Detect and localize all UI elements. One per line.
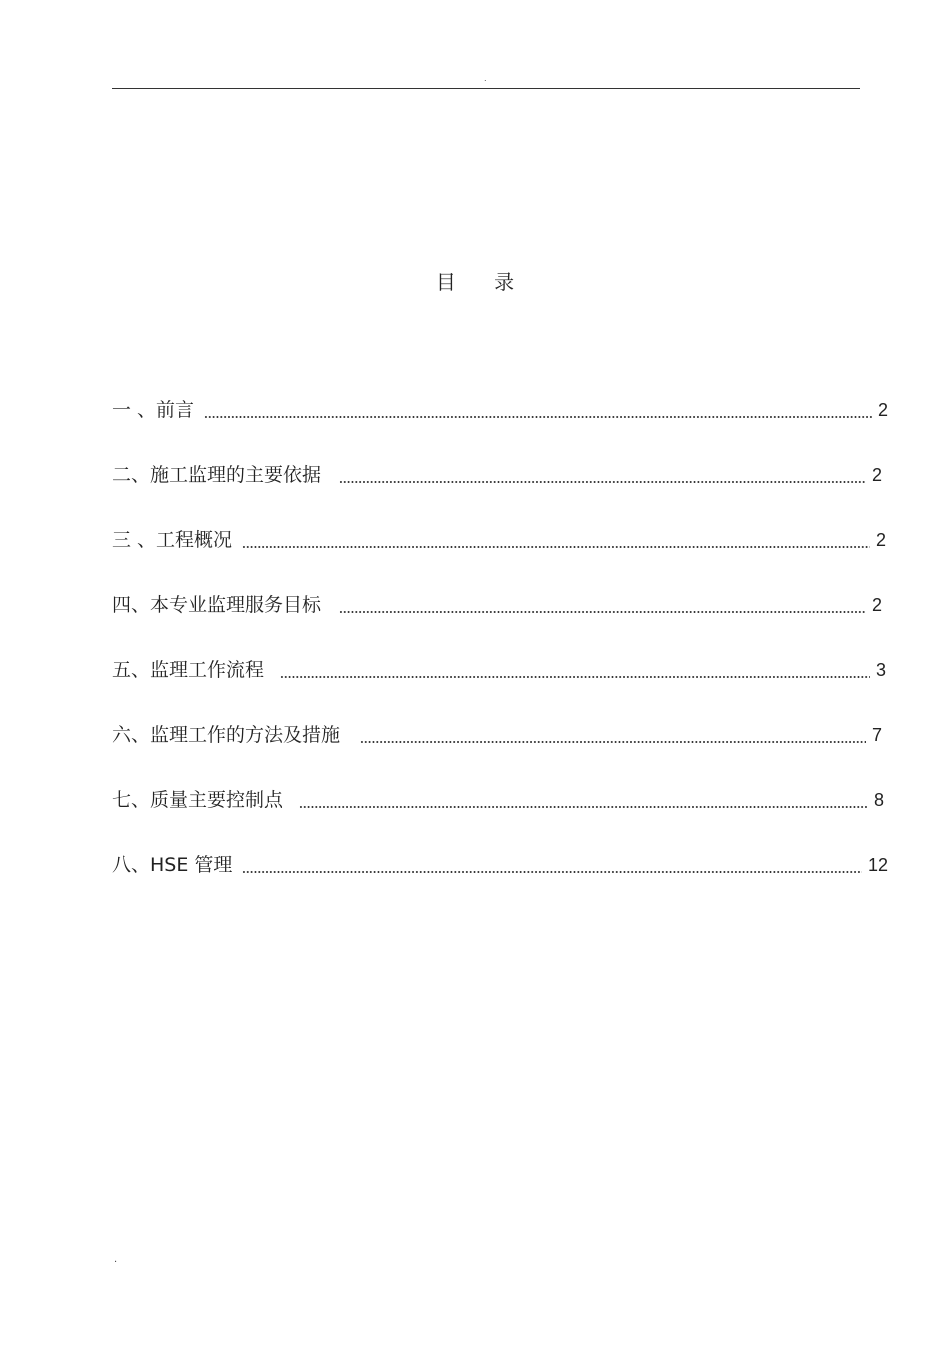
toc-page-number: 2 xyxy=(875,530,886,550)
toc-entry-label: 一 、前言 xyxy=(112,399,195,421)
toc-page-number: 2 xyxy=(871,465,882,485)
toc-dot-leader xyxy=(339,593,866,617)
toc-title: 目 录 xyxy=(435,270,531,294)
toc-entry-quality-control[interactable] xyxy=(112,788,884,812)
toc-entry-label: 七、质量主要控制点 xyxy=(112,789,284,811)
toc-entry-label: 六、监理工作的方法及措施 xyxy=(112,724,341,746)
toc-entry-hse[interactable] xyxy=(112,853,888,877)
toc-page-number: 7 xyxy=(871,725,882,745)
toc-dot-leader xyxy=(280,658,870,682)
toc-entry-label: 三 、工程概况 xyxy=(112,529,233,551)
toc-dot-leader xyxy=(242,853,862,877)
toc-entry-methods[interactable] xyxy=(112,723,882,747)
toc-entry-preface[interactable] xyxy=(112,398,888,422)
toc-page-number: 3 xyxy=(875,660,886,680)
header-mark: . xyxy=(484,74,487,83)
toc-entry-label: 八、HSE 管理 xyxy=(112,854,233,876)
toc-entry-overview[interactable] xyxy=(112,528,886,552)
toc-entry-label: 五、监理工作流程 xyxy=(112,659,265,681)
header-rule xyxy=(112,88,860,89)
toc-dot-leader xyxy=(339,463,866,487)
toc-dot-leader xyxy=(204,398,872,422)
toc-dot-leader xyxy=(242,528,870,552)
toc-page-number: 2 xyxy=(877,400,888,420)
toc-entry-label: 二、施工监理的主要依据 xyxy=(112,464,322,486)
footer-mark: . xyxy=(114,1254,118,1265)
toc-page-number: 2 xyxy=(871,595,882,615)
toc-dot-leader xyxy=(360,723,866,747)
toc-dot-leader xyxy=(299,788,868,812)
toc-entry-service-goals[interactable] xyxy=(112,593,882,617)
toc-entry-basis[interactable] xyxy=(112,463,882,487)
toc-page-number: 12 xyxy=(867,855,888,875)
toc-page-number: 8 xyxy=(873,790,884,810)
toc-entry-label: 四、本专业监理服务目标 xyxy=(112,594,322,616)
toc-entry-workflow[interactable] xyxy=(112,658,886,682)
